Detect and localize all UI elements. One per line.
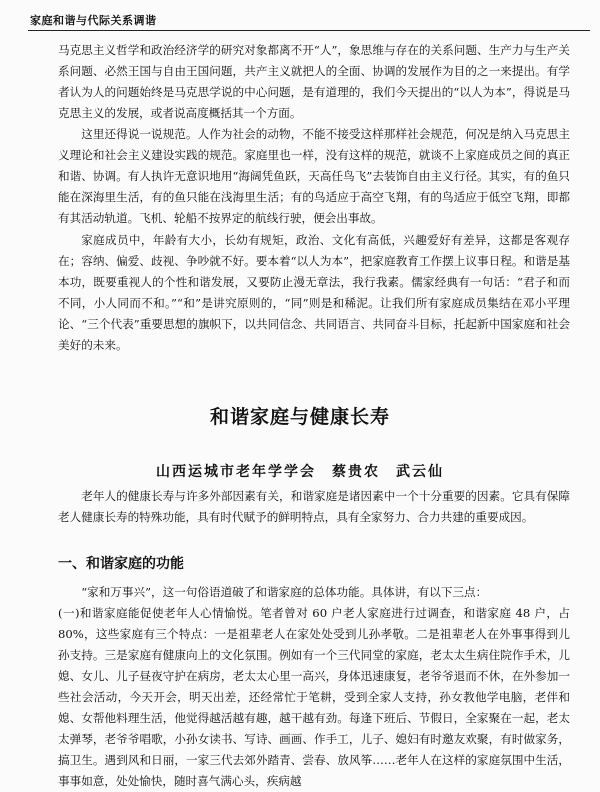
article-byline: 山西运城市老年学学会 蔡贵农 武云仙 [156, 464, 444, 480]
paragraph-norms: 这里还得说一说规范。人作为社会的动物，不能不接受这样那样社会规范，何况是纳入马克思主义理论和社会主义建设实践的规范。家庭里也一样，没有这样的规范，就谈不上家庭成员之间的真正和谐、协调。有人执许无意识地用“海阔凭鱼跃，天高任鸟飞”去装饰自由主义行径。其实，有的鱼只能在深海里生活，有的鱼只能在浅海里生活；有的鸟适应于高空飞翔，有的鸟适应于低空飞翔，即都有其活动轨道。飞机、轮船不按界定的航线行驶，便会出事故。 [58, 127, 570, 225]
running-header: 家庭和谐与代际关系调谐 [30, 14, 157, 27]
article-title: 和谐家庭与健康长寿 [209, 406, 390, 428]
section-heading: 一、和谐家庭的功能 [58, 556, 184, 572]
header-rule [28, 30, 590, 31]
paragraph-saying: “家和万事兴”，这一句俗语道破了和谐家庭的总体功能。具体讲，有以下三点： [81, 585, 488, 599]
paragraph-intro: 老年人的健康长寿与许多外部因素有关，和谐家庭是诸因素中一个十分重要的因素。它具有保障老人健康长寿的特殊功能，具有时代赋予的鲜明特点，具有全家努力、合力共建的重要成因。 [58, 489, 570, 524]
paragraph-marx: 马克思主义哲学和政治经济学的研究对象都离不开“人”，象思维与存在的关系问题、生产力与生产关系问题、必然王国与自由王国问题，共产主义就把人的全面、协调的发展作为目的之一来提出。有学者认为人的问题始终是马克思学说的中心问题，是有道理的，我们今天提出的“以人为本”，得说是马克思主义的发展，或者说高度概括其一个方面。 [58, 43, 570, 120]
paragraph-function-one: (一)和谐家庭能促使老年人心情愉悦。笔者曾对 60 户老人家庭进行过调查，和谐家庭 48 户，占 80%，这些家庭有三个特点：一是祖辈老人在家处处受到儿孙孝敬。二是祖辈老人在外事事得到儿孙支持。三是家庭有健康向上的文化氛围。例如有一个三代同堂的家庭，老太太生病住院作手术，儿媳、女儿、儿子昼夜守护在病房，老太太心里一高兴，身体迅速康复，老爷爷退而不休，在外参加一些社会活动，今天开会，明天出差，还经常忙于笔耕，受到全家人支持，孙女教他学电脑，老伴和媳、女帮他料理生活，他觉得越活越有趣，越干越有劲。每逢下班后、节假日，全家聚在一起，老太太弹琴，老爷爷唱歌，小孙女读书、写诗、画画、作手工，儿子、媳妇有时邀友欢聚，有时做家务，搞卫生。遇到风和日丽，一家三代去郊外踏青、尝春、放风筝……老年人在这样的家庭氛围中生活，事事如意，处处愉快，随时喜气满心头，疾病越 [58, 606, 570, 788]
paragraph-family-members: 家庭成员中，年龄有大小，长幼有规矩，政治、文化有高低，兴趣爱好有差异，这都是客观存在；容纳、偏爱、歧视、争吵就不好。要本着“以人为本”，把家庭教育工作摆上议事日程。和谐是基本功，既要重视人的个性和谐发展，又要防止漫无章法，我行我素。儒家经典有一句话：“君子和而不同，小人同而不和。”“和”是讲究原则的，“同”则是和稀泥。让我们所有家庭成员集结在邓小平理论、“三个代表”重要思想的旗帜下，以共同信念、共同语言、共同奋斗目标，托起新中国家庭和社会美好的未来。 [58, 233, 570, 352]
